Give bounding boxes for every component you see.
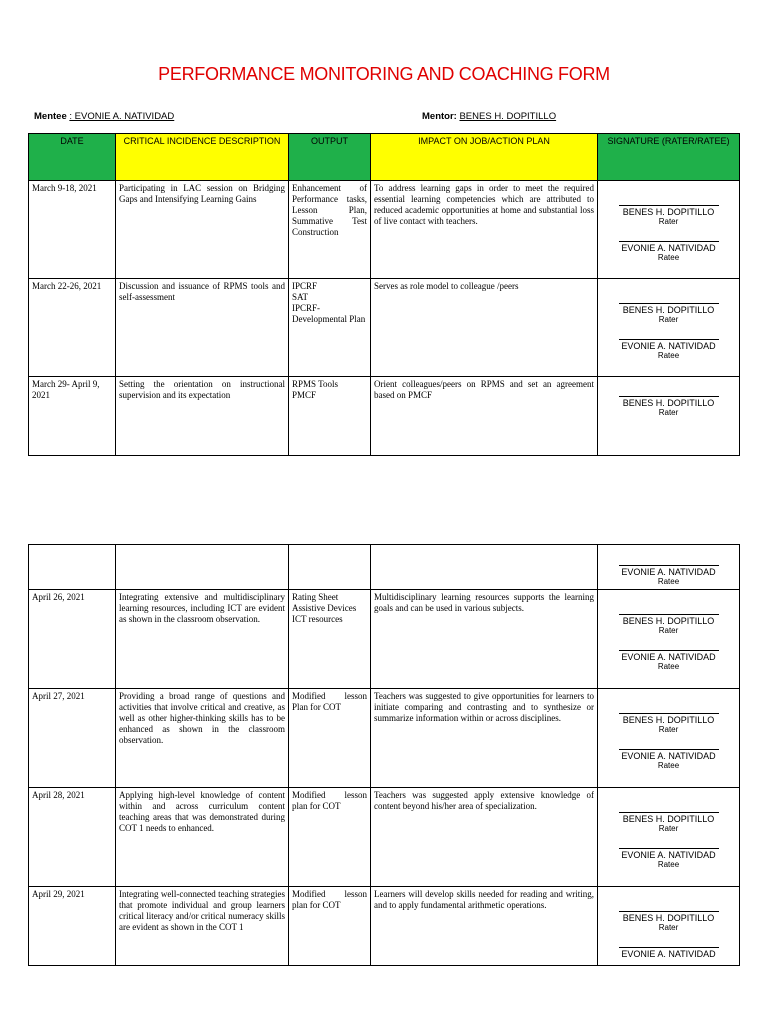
description-cell: Participating in LAC session on Bridging Gaps and Intensifying Learning Gains	[116, 181, 289, 279]
date-cell: April 27, 2021	[29, 689, 116, 788]
signature-cell	[598, 377, 740, 456]
table-row-continued	[29, 545, 740, 590]
ratee-name: EVONIE A. NATIVIDAD	[621, 850, 716, 860]
impact-cell	[371, 545, 598, 590]
header-critical-incidence: CRITICAL INCIDENCE DESCRIPTION	[116, 134, 289, 181]
ratee-name: EVONIE A. NATIVIDAD	[621, 751, 716, 761]
impact-cell: Teachers was suggested apply extensive knowledge of content beyond his/her area of specialization.	[371, 788, 598, 887]
impact-cell: To address learning gaps in order to meet the required essential learning competencies which are attributed to reduced academic opportunities at home and substantial loss of live contact with teachers.	[371, 181, 598, 279]
ratee-name: EVONIE A. NATIVIDAD	[621, 652, 716, 662]
rater-role: Rater	[658, 923, 679, 932]
impact-cell: Orient colleagues/peers on RPMS and set an agreement based on PMCF	[371, 377, 598, 456]
ratee-signature	[619, 565, 719, 587]
table-row	[29, 788, 740, 887]
mentor-name: BENES H. DOPITILLO	[459, 111, 557, 122]
output-cell: Modified lesson plan for COT	[289, 788, 371, 887]
ratee-signature	[619, 749, 719, 771]
ratee-name: EVONIE A. NATIVIDAD	[621, 243, 716, 253]
rater-role: Rater	[658, 824, 679, 833]
date-cell: March 22-26, 2021	[29, 279, 116, 377]
rater-role: Rater	[658, 408, 679, 417]
output-cell	[289, 545, 371, 590]
description-cell: Setting the orientation on instructional supervision and its expectation	[116, 377, 289, 456]
impact-cell: Serves as role model to colleague /peers	[371, 279, 598, 377]
table-row	[29, 887, 740, 966]
output-cell: Modified lesson plan for COT	[289, 887, 371, 966]
table-row	[29, 181, 740, 279]
rater-signature	[619, 614, 719, 636]
ratee-role: Ratee	[657, 860, 680, 869]
output-cell: RPMS Tools PMCF	[289, 377, 371, 456]
mentor-line	[422, 111, 556, 122]
date-cell	[29, 545, 116, 590]
rater-signature	[619, 205, 719, 227]
header-date: DATE	[29, 134, 116, 181]
impact-cell: Teachers was suggested to give opportunities for learners to initiate comparing and contrasting and to synthesize or summarize information within or across disciplines.	[371, 689, 598, 788]
mentee-label: Mentee	[34, 111, 67, 122]
output-cell: IPCRF SAT IPCRF-Developmental Plan	[289, 279, 371, 377]
description-cell: Applying high-level knowledge of content within and across curriculum content teaching areas that was demonstrated during COT 1 needs to enhanced.	[116, 788, 289, 887]
ratee-role: Ratee	[657, 761, 680, 770]
table-row	[29, 279, 740, 377]
rater-name: BENES H. DOPITILLO	[622, 616, 715, 626]
mentee-name: : EVONIE A. NATIVIDAD	[69, 111, 175, 122]
ratee-name: EVONIE A. NATIVIDAD	[621, 567, 716, 577]
rater-name: BENES H. DOPITILLO	[622, 913, 715, 923]
coaching-table-page-2	[28, 544, 740, 966]
table-header-row	[29, 134, 740, 181]
ratee-role: Ratee	[657, 253, 680, 262]
description-cell: Discussion and issuance of RPMS tools and self-assessment	[116, 279, 289, 377]
rater-role: Rater	[658, 725, 679, 734]
rater-name: BENES H. DOPITILLO	[622, 398, 715, 408]
rater-signature	[619, 396, 719, 418]
mentor-label: Mentor:	[422, 111, 457, 122]
date-cell: March 9-18, 2021	[29, 181, 116, 279]
rater-role: Rater	[658, 626, 679, 635]
description-cell: Integrating extensive and multidisciplinary learning resources, including ICT are evident as shown in the classroom observation.	[116, 590, 289, 689]
date-cell: March 29- April 9, 2021	[29, 377, 116, 456]
rater-signature	[619, 812, 719, 834]
ratee-name: EVONIE A. NATIVIDAD	[621, 949, 716, 959]
date-cell: April 26, 2021	[29, 590, 116, 689]
table-row	[29, 590, 740, 689]
rater-role: Rater	[658, 217, 679, 226]
ratee-signature	[619, 947, 719, 959]
impact-cell: Multidisciplinary learning resources supports the learning goals and can be used in various subjects.	[371, 590, 598, 689]
signature-cell	[598, 181, 740, 279]
description-cell	[116, 545, 289, 590]
ratee-signature	[619, 650, 719, 672]
rater-signature	[619, 713, 719, 735]
ratee-signature	[619, 241, 719, 263]
date-cell: April 28, 2021	[29, 788, 116, 887]
ratee-name: EVONIE A. NATIVIDAD	[621, 341, 716, 351]
rater-signature	[619, 303, 719, 325]
signature-cell	[598, 279, 740, 377]
rater-name: BENES H. DOPITILLO	[622, 814, 715, 824]
coaching-table-page-1	[28, 133, 740, 456]
ratee-role: Ratee	[657, 662, 680, 671]
ratee-signature	[619, 848, 719, 870]
table-row	[29, 377, 740, 456]
description-cell: Providing a broad range of questions and activities that involve critical and creative, as well as other higher-thinking skills has to be enhanced as shown in the classroom observation.	[116, 689, 289, 788]
output-cell: Modified lesson Plan for COT	[289, 689, 371, 788]
signature-cell	[598, 590, 740, 689]
header-output: OUTPUT	[289, 134, 371, 181]
signature-cell	[598, 689, 740, 788]
rater-name: BENES H. DOPITILLO	[622, 207, 715, 217]
signature-cell	[598, 545, 740, 590]
table-row	[29, 689, 740, 788]
mentee-line	[34, 111, 174, 122]
form-title: PERFORMANCE MONITORING AND COACHING FORM	[158, 64, 610, 84]
rater-role: Rater	[658, 315, 679, 324]
rater-name: BENES H. DOPITILLO	[622, 305, 715, 315]
rater-signature	[619, 911, 719, 933]
output-cell: Enhancement of Performance tasks, Lesson Plan, Summative Test Construction	[289, 181, 371, 279]
ratee-role: Ratee	[657, 577, 680, 586]
rater-name: BENES H. DOPITILLO	[622, 715, 715, 725]
header-signature: SIGNATURE (RATER/RATEE)	[598, 134, 740, 181]
output-cell: Rating Sheet Assistive Devices ICT resources	[289, 590, 371, 689]
impact-cell: Learners will develop skills needed for reading and writing, and to apply fundamental arithmetic operations.	[371, 887, 598, 966]
ratee-role: Ratee	[657, 351, 680, 360]
signature-cell	[598, 788, 740, 887]
description-cell: Integrating well-connected teaching strategies that promote individual and group learners critical literacy and/or critical numeracy skills are evident as shown in the COT 1	[116, 887, 289, 966]
ratee-signature	[619, 339, 719, 361]
date-cell: April 29, 2021	[29, 887, 116, 966]
header-impact: IMPACT ON JOB/ACTION PLAN	[371, 134, 598, 181]
signature-cell	[598, 887, 740, 966]
